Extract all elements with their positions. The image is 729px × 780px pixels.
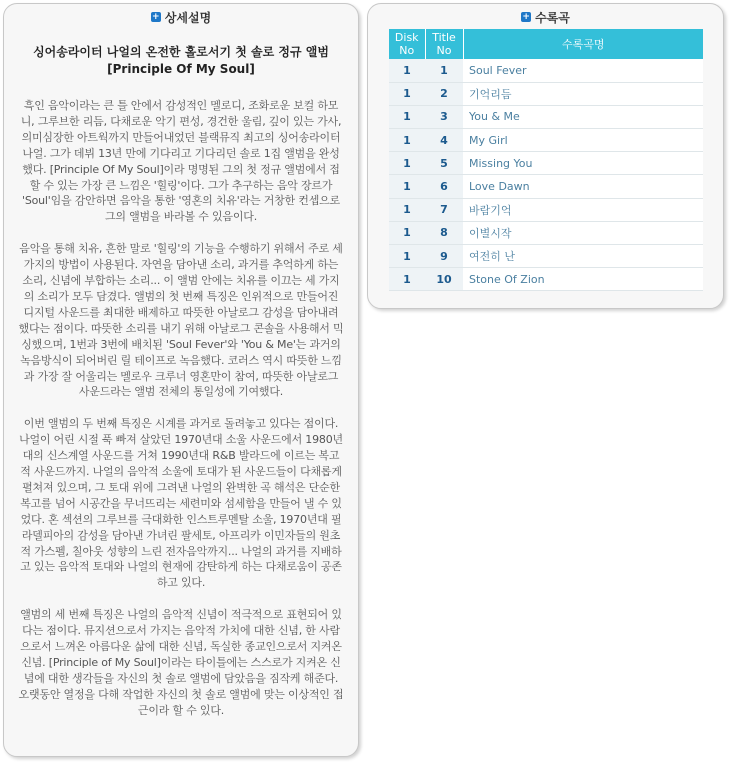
track-table-header	[389, 29, 703, 59]
track-disk-number: 1	[389, 82, 425, 105]
tracklist-header	[368, 4, 723, 30]
track-number: 8	[425, 221, 463, 244]
tracklist-header-label: 수록곡	[535, 10, 570, 25]
track-title[interactable]: Soul Fever	[463, 59, 703, 82]
track-number: 2	[425, 82, 463, 105]
tracklist-panel	[367, 3, 724, 309]
track-title[interactable]: Stone Of Zion	[463, 268, 703, 291]
track-number: 7	[425, 198, 463, 221]
description-paragraph: 이번 앨범의 두 번째 특징은 시계를 과거로 돌려놓고 있다는 점이다. 나얼이 어린 시절 푹 빠져 살았던 1970년대 소울 사운드에서 1980년대의 신스계열 사운드를 거쳐 1990년대 R&B 발라드에 이르는 복고적 사운드까지. 나얼의 음악적 소울에 토대가 된 사운드들이 다채롭게 펼쳐져 있으며, 그 토대 위에 그려낸 나얼의 완벽한 곡 해석은 단순한 복고를 넘어 시공간을 무너뜨리는 세련미와 섬세함을 만들어 낼 수 있었다. 혼 섹션의 그루브를 극대화한 인스트루멘탈 소울, 1970년대 필라델피아의 감성을 담아낸 가녀린 팔세토, 아프리카 이민자들의 원초적 가스펠, 칠아웃 성향의 느린 전자음악까지... 나얼의 과거를 지배하고 있는 음악적 토대와 나얼의 현재에 감탄하게 하는 다채로움이 공존하고 있다.	[19, 417, 343, 590]
track-row[interactable]	[389, 245, 703, 268]
track-disk-number: 1	[389, 175, 425, 198]
description-header	[4, 4, 358, 30]
track-disk-number: 1	[389, 59, 425, 82]
track-disk-number: 1	[389, 245, 425, 268]
track-list	[389, 59, 703, 291]
description-paragraph: 흑인 음악이라는 큰 틀 안에서 감성적인 멜로디, 조화로운 보컬 하모니, 그루브한 리듬, 다채로운 악기 편성, 경건한 울림, 깊이 있는 가사, 의미심장한 아트웍까지 만들어내었던 블랙뮤직 최고의 싱어송라이터 나얼. 그가 데뷔 13년 만에 기다리고 기다리던 솔로 1집 앨범을 완성했다. [Principle Of My Soul]이라 명명된 그의 첫 정규 앨범에서 접할 수 있는 가장 큰 느낌은 '힐링'이다. 그가 추구하는 음악 장르가 'Soul'임을 감안하면 음악을 통한 '영혼의 치유'라는 거창한 컨셉으로 그의 앨범을 바라볼 수 있음이다.	[20, 99, 342, 224]
track-title[interactable]: You & Me	[463, 105, 703, 128]
track-disk-number: 1	[389, 105, 425, 128]
track-title[interactable]: My Girl	[463, 129, 703, 152]
track-row[interactable]	[389, 221, 703, 244]
track-row[interactable]	[389, 175, 703, 198]
track-row[interactable]	[389, 152, 703, 175]
track-disk-number: 1	[389, 129, 425, 152]
track-row[interactable]	[389, 59, 703, 82]
track-row[interactable]	[389, 268, 703, 291]
track-disk-number: 1	[389, 152, 425, 175]
track-row[interactable]	[389, 129, 703, 152]
description-header-label: 상세설명	[164, 10, 212, 25]
track-number: 4	[425, 129, 463, 152]
track-number: 1	[425, 59, 463, 82]
title-no-header: Title No	[425, 29, 463, 59]
track-table	[389, 29, 703, 291]
disk-no-header: Disk No	[389, 29, 425, 59]
track-disk-number: 1	[389, 198, 425, 221]
track-number: 5	[425, 152, 463, 175]
track-title[interactable]: Missing You	[463, 152, 703, 175]
track-number: 3	[425, 105, 463, 128]
track-title[interactable]: 기억리듬	[463, 82, 703, 105]
description-paragraph: 앨범의 세 번째 특징은 나얼의 음악적 신념이 적극적으로 표현되어 있다는 점이다. 뮤지션으로서 가지는 음악적 가치에 대한 신념, 한 사람으로서 느껴온 아름다운 삶에 대한 신념, 독실한 종교인으로서 지켜온 신념. [Principle of My Soul]이라는 타이틀에는 스스로가 지켜온 신념에 대한 생각들을 자신의 첫 솔로 앨범에 담았음을 짐작케 해준다. 오랫동안 열정을 다해 작업한 자신의 첫 솔로 앨범에 맞는 이상적인 접근이라 할 수 있다.	[18, 608, 344, 717]
track-row[interactable]	[389, 105, 703, 128]
track-number: 6	[425, 175, 463, 198]
track-title[interactable]: Love Dawn	[463, 175, 703, 198]
album-title: 싱어송라이터 나얼의 온전한 홀로서기 첫 솔로 정규 앨범 [Principle Of My Soul]	[33, 45, 329, 76]
description-panel	[3, 3, 359, 757]
track-number: 9	[425, 245, 463, 268]
track-title[interactable]: 바람기억	[463, 198, 703, 221]
track-title[interactable]: 여전히 난	[463, 245, 703, 268]
description-paragraph: 음악을 통해 치유, 흔한 말로 '힐링'의 기능을 수행하기 위해서 주로 세 가지의 방법이 사용된다. 자연을 담아낸 소리, 과거를 추억하게 하는 소리, 신념에 부합하는 소리... 이 앨범 안에는 치유를 이끄는 세 가지의 소리가 모두 담겼다. 앨범의 첫 번째 특징은 인위적으로 만들어진 디지털 사운드를 최대한 배제하고 따뜻한 아날로그 감성을 담아내려 했다는 점이다. 따뜻한 소리를 내기 위해 아날로그 콘솔을 사용해서 믹싱했으며, 1번과 3번에 배치된 'Soul Fever'와 'You & Me'는 과거의 녹음방식이 되어버린 릴 테이프로 녹음했다. 코러스 역시 따뜻한 느낌과 가장 잘 어울리는 멜로우 크루너 영혼만이 참여, 따뜻한 아날로그 사운드라는 앨범 전체의 통일성에 기여했다.	[18, 242, 344, 399]
track-row[interactable]	[389, 198, 703, 221]
track-title-header: 수록곡명	[463, 29, 703, 59]
description-body	[18, 44, 344, 735]
plus-icon: +	[522, 12, 530, 22]
track-disk-number: 1	[389, 268, 425, 291]
plus-icon: +	[152, 12, 160, 22]
track-row[interactable]	[389, 82, 703, 105]
track-title[interactable]: 이별시작	[463, 221, 703, 244]
track-number: 10	[425, 268, 463, 291]
track-disk-number: 1	[389, 221, 425, 244]
